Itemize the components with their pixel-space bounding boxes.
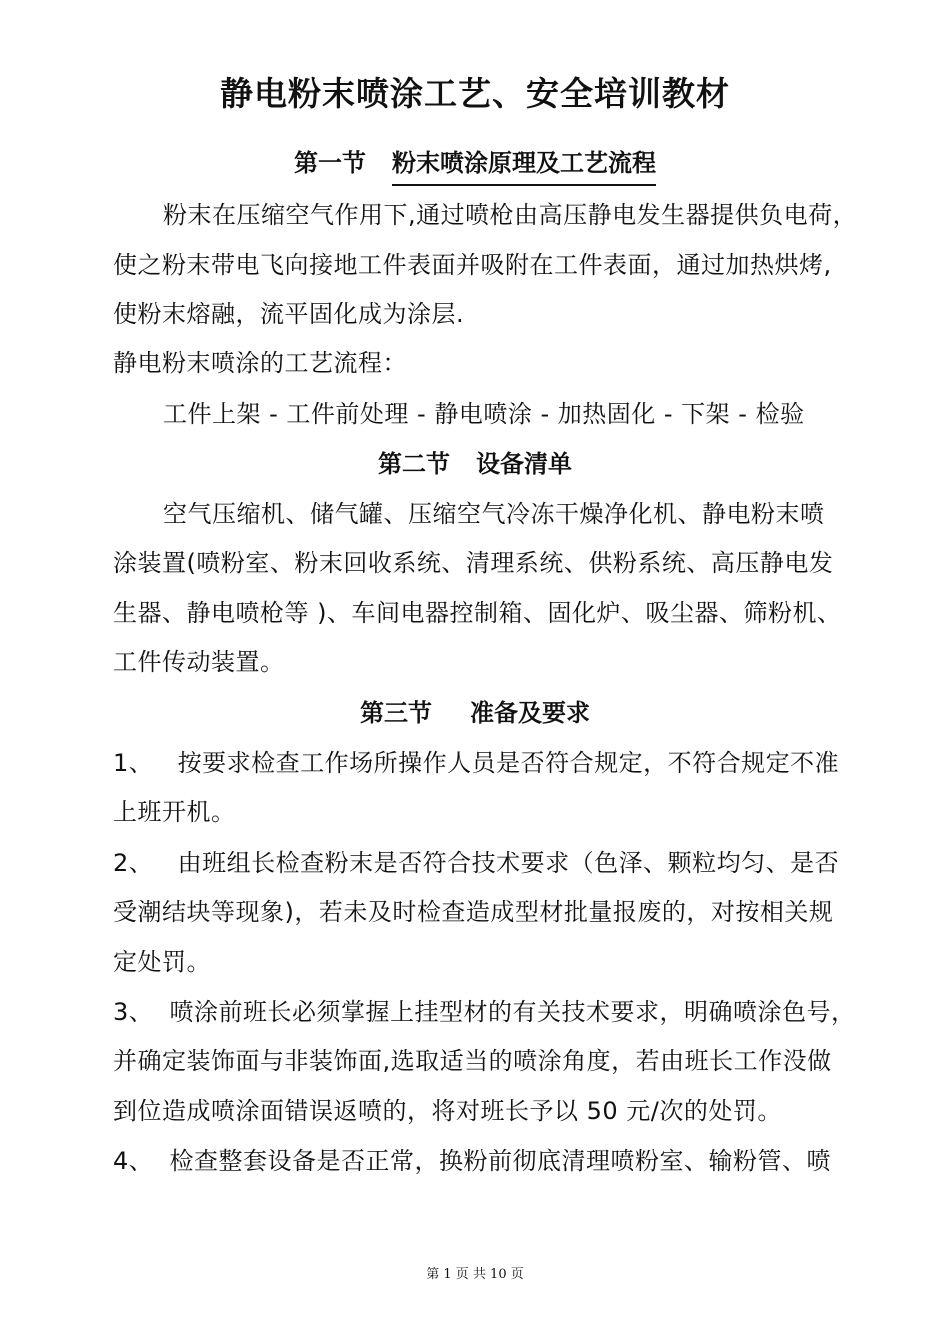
section-2-line-1: 空气压缩机、储气罐、压缩空气冷冻干燥净化机、静电粉末喷 bbox=[163, 500, 825, 528]
section-2-line-3: 生器、静电喷枪等 )、车间电器控制箱、固化炉、吸尘器、筛粉机、 bbox=[113, 599, 842, 627]
section-2-line-4: 工件传动装置。 bbox=[113, 648, 285, 676]
section-3-line-2: 上班开机。 bbox=[113, 798, 236, 826]
section-2-heading bbox=[0, 447, 950, 481]
section-1-line-1: 粉末在压缩空气作用下,通过喷枪由高压静电发生器提供负电荷， bbox=[163, 201, 858, 229]
section-3-number: 第三节 bbox=[360, 699, 432, 727]
section-3-heading bbox=[0, 696, 950, 730]
section-3-line-5: 定处罚。 bbox=[113, 948, 211, 976]
section-1-name: 粉末喷涂原理及工艺流程 bbox=[392, 146, 656, 186]
section-2-number: 第二节 bbox=[378, 450, 450, 478]
page-footer: 第 1 页 共 10 页 bbox=[426, 1267, 524, 1282]
process-flow: 工件上架 - 工件前处理 - 静电喷涂 - 加热固化 - 下架 - 检验 bbox=[163, 400, 805, 428]
section-1-line-2: 使之粉末带电飞向接地工件表面并吸附在工件表面，通过加热烘烤, bbox=[113, 251, 832, 279]
section-3-name: 准备及要求 bbox=[470, 699, 590, 727]
section-3-line-6: 3、 喷涂前班长必须掌握上挂型材的有关技术要求，明确喷涂色号， bbox=[113, 998, 856, 1026]
section-3-line-4: 受潮结块等现象)，若未及时检查造成型材批量报废的，对按相关规 bbox=[113, 898, 834, 926]
section-3-line-9: 4、 检查整套设备是否正常，换粉前彻底清理喷粉室、输粉管、喷 bbox=[113, 1147, 832, 1175]
document-title: 静电粉末喷涂工艺、安全培训教材 bbox=[220, 74, 730, 113]
section-3-line-7: 并确定装饰面与非装饰面,选取适当的喷涂角度，若由班长工作没做 bbox=[113, 1047, 832, 1075]
section-2-line-2: 涂装置(喷粉室、粉末回收系统、清理系统、供粉系统、高压静电发 bbox=[113, 549, 834, 577]
section-3-line-1: 1、 按要求检查工作场所操作人员是否符合规定，不符合规定不准 bbox=[113, 749, 840, 777]
section-1-number: 第一节 bbox=[294, 149, 366, 177]
section-2-name: 设备清单 bbox=[476, 450, 572, 478]
section-3-line-3: 2、 由班组长检查粉末是否符合技术要求（色泽、颗粒均匀、是否 bbox=[113, 849, 840, 877]
section-1-line-3: 使粉末熔融，流平固化成为涂层. bbox=[113, 300, 465, 328]
section-1-heading bbox=[0, 146, 950, 186]
section-1-line-4: 静电粉末喷涂的工艺流程： bbox=[113, 349, 407, 377]
section-3-line-8: 到位造成喷涂面错误返喷的，将对班长予以 50 元/次的处罚。 bbox=[113, 1097, 782, 1125]
